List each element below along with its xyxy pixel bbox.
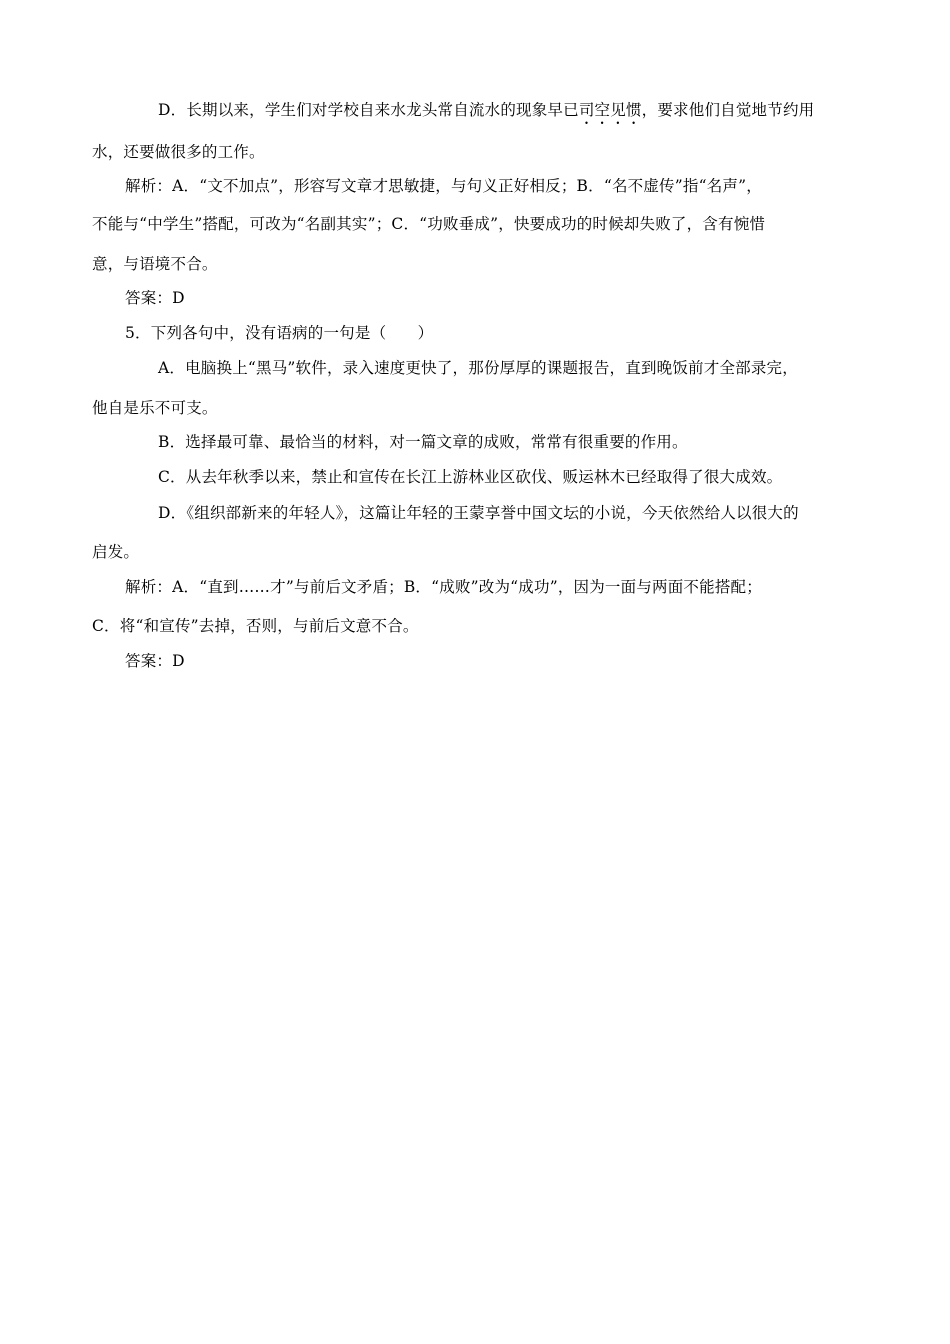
q5-option-d-line2: 启发。 [92, 543, 140, 561]
q4-analysis-line2: 不能与“中学生”搭配，可改为“名副其实”；C．“功败垂成”，快要成功的时候却失败了，含有惋惜 [92, 215, 766, 233]
q4-answer: 答案：D [125, 289, 185, 307]
q5-option-b: B．选择最可靠、最恰当的材料，对一篇文章的成败，常常有很重要的作用。 [158, 433, 688, 451]
q4-option-d-text-post: ，要求他们自觉地节约用 [641, 101, 815, 119]
q5-option-c: C．从去年秋季以来，禁止和宣传在长江上游林业区砍伐、贩运林木已经取得了很大成效。 [158, 468, 783, 486]
q5-stem: 5．下列各句中，没有语病的一句是（ ） [125, 324, 434, 342]
q4-analysis-line1: 解析：A．“文不加点”，形容写文章才思敏捷，与句义正好相反；B．“名不虚传”指“名声”， [125, 177, 762, 195]
q5-answer: 答案：D [125, 652, 185, 670]
q5-option-a-line1: A．电脑换上“黑马”软件，录入速度更快了，那份厚厚的课题报告，直到晚饭前才全部录完， [158, 359, 798, 377]
q4-analysis-line3: 意，与语境不合。 [92, 255, 218, 273]
q4-option-d-line2: 水，还要做很多的工作。 [92, 143, 265, 161]
q5-option-d-line1: D．《组织部新来的年轻人》，这篇让年轻的王蒙享誉中国文坛的小说，今天依然给人以很大的 [158, 504, 799, 522]
q5-analysis-line1: 解析：A．“直到……才”与前后文矛盾；B．“成败”改为“成功”，因为一面与两面不能搭配； [125, 578, 762, 596]
q4-option-d-text-pre: D．长期以来，学生们对学校自来水龙头常自流水的现象早已 [158, 101, 579, 119]
q4-option-d-line1 [158, 99, 814, 128]
q5-analysis-line2: C．将“和宣传”去掉，否则，与前后文意不合。 [92, 617, 419, 635]
q5-option-a-line2: 他自是乐不可支。 [92, 399, 218, 417]
q4-option-d-emphasis: 司空见惯 [578, 101, 642, 119]
